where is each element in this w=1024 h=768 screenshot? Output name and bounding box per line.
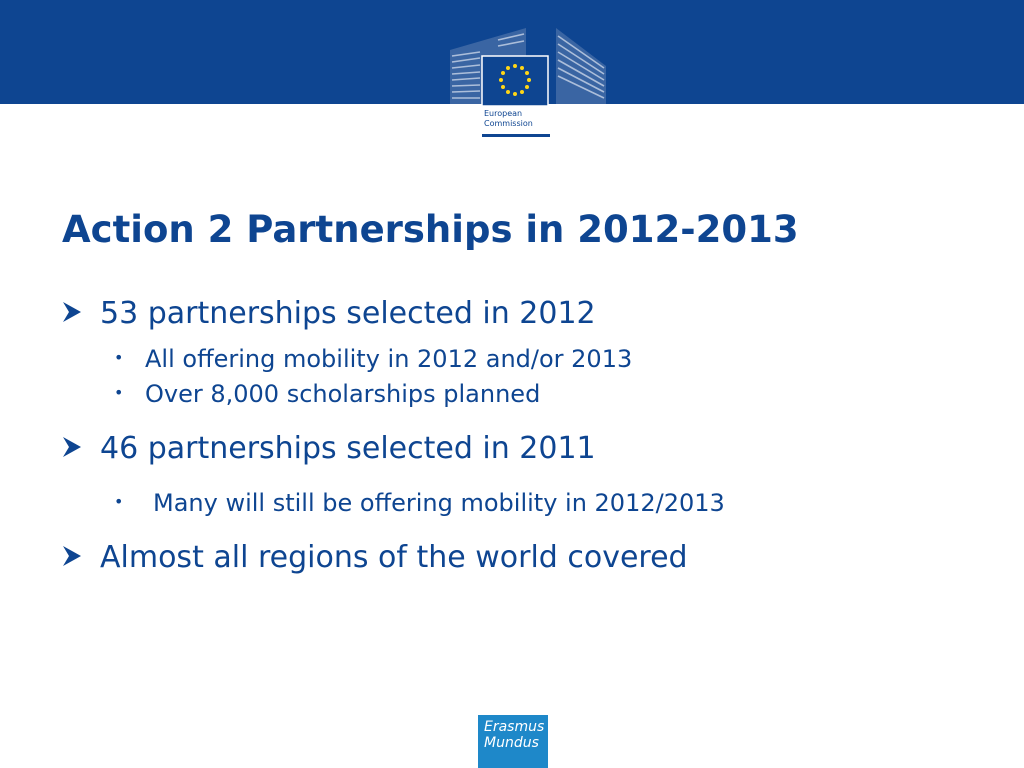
arrow-bullet-icon [62,436,82,458]
logo-caption-line-1: European [484,109,523,118]
erasmus-logo-line-2: Mundus [484,735,539,751]
bullet-text: Almost all regions of the world covered [100,540,688,575]
slide-title: Action 2 Partnerships in 2012-2013 [62,208,799,251]
logo-underline [482,134,550,137]
arrow-bullet-icon [62,301,82,323]
dot-bullet-icon: • [114,492,124,511]
bullet-text: 53 partnerships selected in 2012 [100,296,596,331]
erasmus-logo-line-1: Erasmus [484,719,545,735]
logo-caption [484,109,533,129]
sub-bullet-text: Many will still be offering mobility in 2012/2013 [153,489,725,517]
logo-caption-line-2: Commission [484,119,533,128]
sub-bullet-text: All offering mobility in 2012 and/or 2013 [145,345,633,373]
bullet-text: 46 partnerships selected in 2011 [100,431,596,466]
arrow-bullet-icon [62,545,82,567]
dot-bullet-icon: • [114,348,124,367]
sub-bullet-text: Over 8,000 scholarships planned [145,380,541,408]
erasmus-mundus-logo [478,715,548,768]
dot-bullet-icon: • [114,383,124,402]
